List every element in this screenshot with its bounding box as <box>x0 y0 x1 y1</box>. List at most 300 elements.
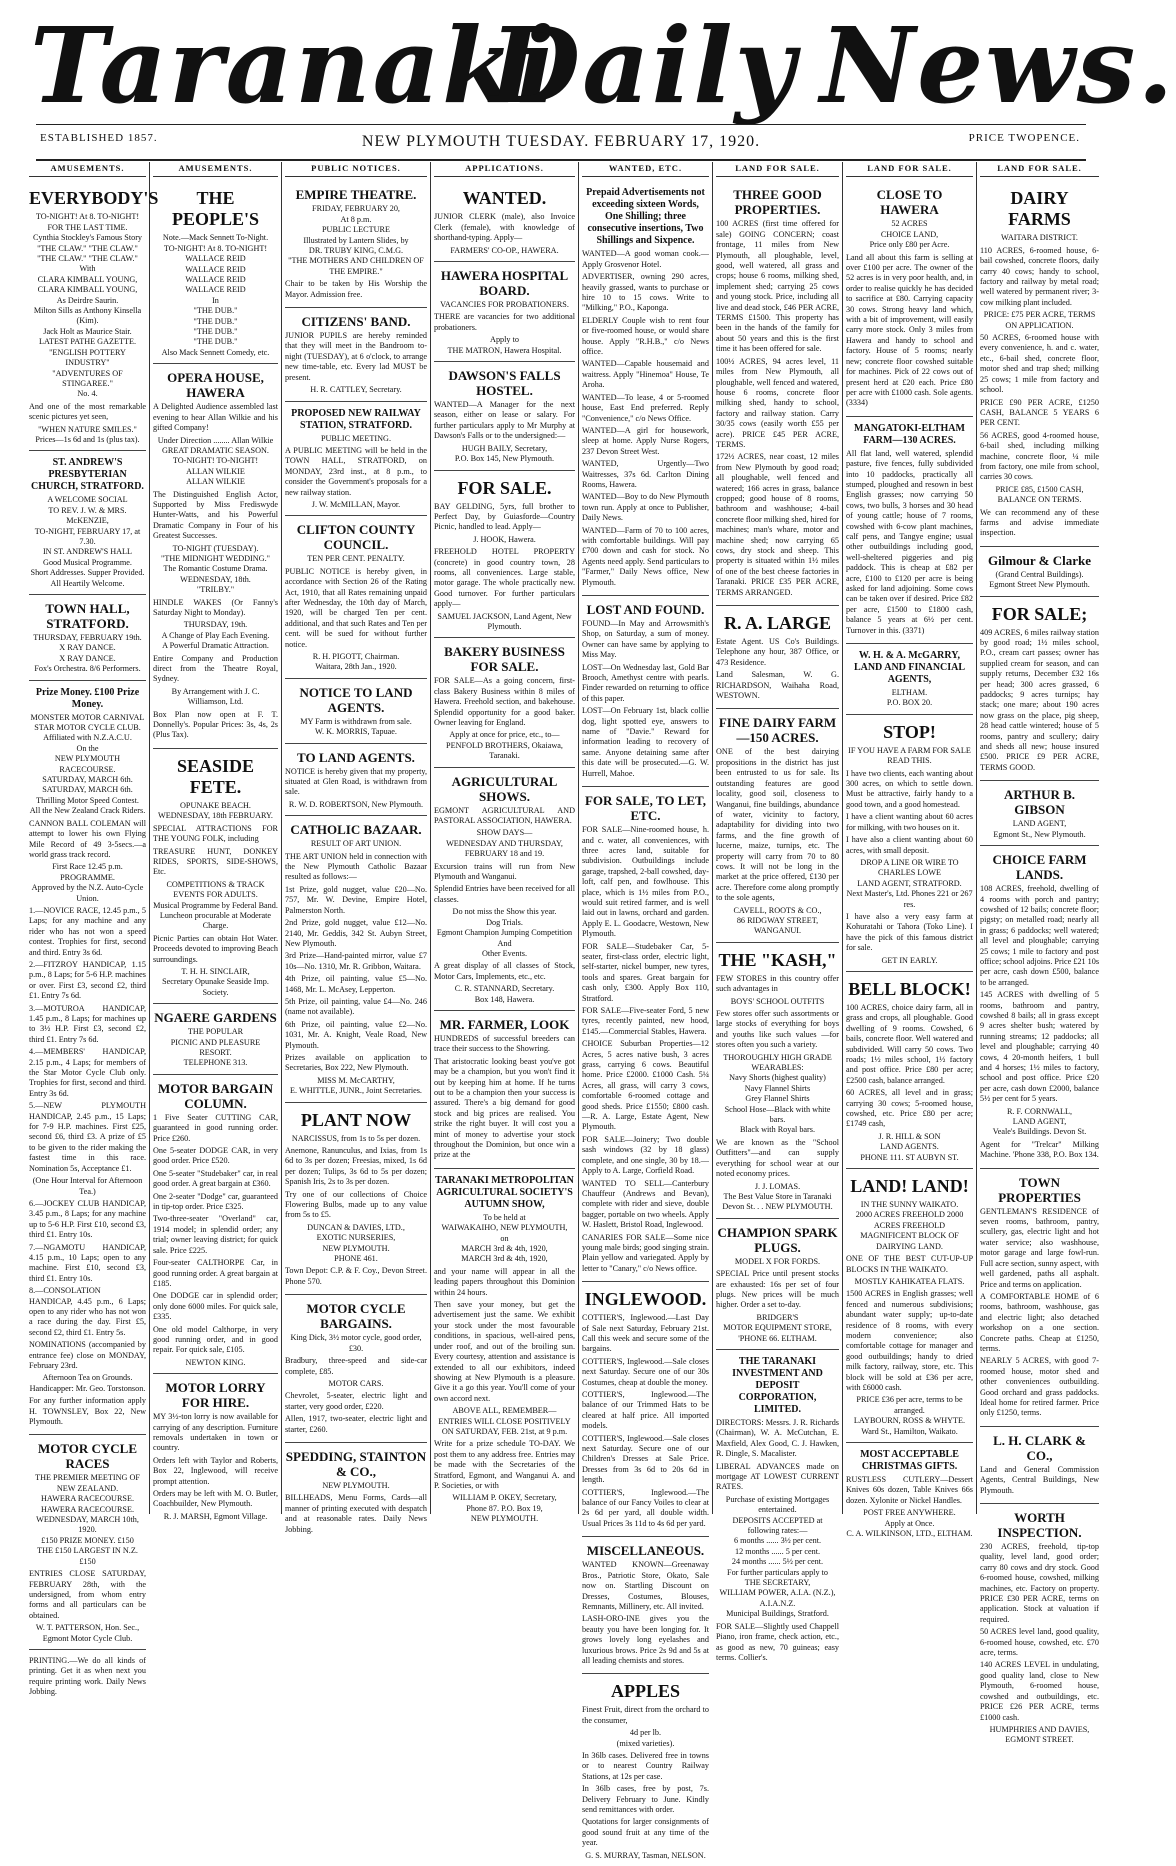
ad-line: HAWERA RACECOURSE. <box>40 1504 135 1514</box>
advertisement <box>980 597 1099 782</box>
ad-line: WANTED—To lease, 4 or 5-roomed house, East End preferred. Reply "Convenience," c/o News Office. <box>582 392 709 423</box>
ad-line: A Delighted Audience assembled last evening to hear Allan Wilkie and his gifted Company! <box>153 402 278 433</box>
ad-title: THE "KASH," <box>718 949 837 970</box>
ad-line: Few stores offer such assortments or large stocks of everything for boys and youths like such values —for stores often you such a variety. <box>716 1009 839 1050</box>
ad-line: JUNIOR PUPILS are hereby reminded that they will meet in the Bandroom to-night (TUESDAY), at 6 o'clock, to arrange new time-table, etc. Every lad MUST be present. <box>285 331 427 382</box>
column-heading: AMUSEMENTS. <box>153 162 278 177</box>
ad-line: All Heartily Welcome. <box>50 578 125 588</box>
ad-line: And <box>497 938 512 948</box>
advertisement <box>980 846 1099 1169</box>
ad-title: INGLEWOOD. <box>584 1289 707 1310</box>
ad-line: ADVERTISER, owning 290 acres, heavily grassed, wants to purchase or hire 10 to 15 cows. Write to "Milking," P.O., Kaponga. <box>582 272 709 313</box>
ad-line: Municipal Buildings, Stratford. <box>726 1609 829 1619</box>
ad-line: ALLAN WILKIE <box>186 477 245 487</box>
ad-line: SPECIAL Price until present stocks are exhausted: 16s per set of four plugs. New prices will be much higher. Order a set to-day. <box>716 1269 839 1310</box>
ad-line: Box 148, Hawera. <box>474 994 535 1004</box>
advertisement <box>434 638 575 767</box>
column-1 <box>26 162 159 1697</box>
ad-line: Fox's Orchestra. 8/6 Performers. <box>34 664 141 674</box>
ad-line: WANTED KNOWN—Greenaway Bros., Patriotic Store, Okato, Sale now on. Startling Discount on Dresses, Costumes, Blouses, Remnants, Millinery, etc. All invited. <box>582 1560 709 1611</box>
advertisement <box>980 1169 1099 1427</box>
advertisement <box>153 181 278 364</box>
advertisement <box>434 1011 575 1169</box>
ad-title: TARANAKI METROPOLITAN AGRICULTURAL SOCIETY'S AUTUMN SHOW, <box>435 1174 574 1210</box>
ad-line: "WHEN NATURE SMILES." <box>38 424 137 434</box>
ad-line: THE POPULAR <box>187 1027 244 1037</box>
ad-line: 1 Five Seater CUTTING CAR, guaranteed in good running order. Price £260. <box>153 1112 278 1143</box>
ad-line: J. R. HILL & SON <box>878 1131 941 1141</box>
ad-line: 8.—CONSOLATION HANDICAP, 4.45 p.m., 6 Laps; open to any rider who has not won a race during the day. First £5, second £2, third £1. Entry 5s. <box>29 1286 146 1337</box>
ad-line: THE ART UNION held in connection with the New Plymouth Catholic Bazaar resulted as follows:— <box>285 851 427 882</box>
ad-line: PUBLIC NOTICE is hereby given, in accordance with Section 26 of the Rating Act, 1910, that all Rates remaining unpaid after Wednesday, the 10th day of March, 1920, will be charged Ten per cent. additional, and that such Rates and Ten per cent. will be sued for without further notice. <box>285 566 427 649</box>
ad-line: MAGNIFICENT BLOCK OF DAIRYING LAND. <box>860 1231 959 1251</box>
ad-line: ABOVE ALL, REMEMBER— <box>452 1406 557 1416</box>
ad-line: In 36lb cases. Delivered free in towns or to nearest Country Railway Stations, at 12s per case. <box>582 1750 709 1781</box>
advertisement <box>29 451 146 595</box>
ad-line: First Race 12.45 p.m. <box>52 862 123 872</box>
ad-line: RESULT OF ART UNION. <box>310 839 402 849</box>
ad-line: T. H. H. SINCLAIR, <box>181 966 250 976</box>
ad-line: Box Plan now open at F. T. Donnelly's. Popular Prices: 3s, 4s, 2s (Plus Tax). <box>153 709 278 740</box>
ad-line: COTTIER'S, Inglewood.—Sale closes next Saturday. Secure one of our 30s Costumes, cheap at double the money. <box>582 1356 709 1387</box>
ad-line: FOR SALE—Nine-roomed house, h. and c. water, all conveniences, with three acres land, suitable for subdivision. Outbuildings include garage, trapshed, 2-ball cowshed, day-loft, calf pen, and fowlhouse. This place, which is 1½ miles from P.O., would suit retired farmer, and is well laid out in lawns, orchard and garden. Apply E. L. Goodacre, Westown, New Plymouth. <box>582 825 709 939</box>
column-7 <box>843 162 977 1539</box>
ad-line: HUGH BAILY, Secretary, <box>461 443 548 453</box>
ad-line: School Hose—Black with white bars. <box>724 1104 831 1125</box>
ad-line: Four-seater CALTHORPE Car, in good running order. A great bargain at £185. <box>153 1258 278 1288</box>
ad-line: 108 ACRES, freehold, dwelling of 4 rooms with porch and pantry; cowshed of 12 bails; concrete floor; pigsty; on metalled road; nearly all in grass; 6 paddocks; well watered; all level and ploughable; carrying 25 cows; 1 mile to factory and post office; school adjoins. Price £21 10s per acre, cash down £500, balance to be arranged. <box>980 884 1100 987</box>
advertisement <box>716 1219 839 1350</box>
column-3 <box>282 162 431 1534</box>
ad-line: "THE MOTHERS AND CHILDREN OF THE EMPIRE." <box>288 256 424 276</box>
ad-line: DIRECTORS: Messrs. J. R. Richards (Chairman), W. A. McCutchan, E. Maxfield, Alex Good, C. J. Hawken, R. Dingle, S. Macalister. <box>716 1417 839 1459</box>
column-heading: PUBLIC NOTICES. <box>285 162 427 177</box>
ad-line: Thrilling Motor Speed Contest. <box>36 795 139 805</box>
advertisement <box>29 181 159 451</box>
ad-line: Approved by the N.Z. Auto-Cycle Union. <box>31 883 144 903</box>
ad-line: Land and General Commission Agents, Central Buildings, New Plymouth. <box>980 1464 1099 1495</box>
ad-line: TREASURE HUNT, DONKEY RIDES, SPORTS, SIDE-SHOWS, Etc. <box>153 846 278 877</box>
ad-line: SATURDAY, MARCH 6th. <box>42 775 133 785</box>
ad-title: Prepaid Advertisements not exceeding sixteen Words, One Shilling; three consecutive insertions, Two Shillings and Sixpence. <box>586 187 705 247</box>
masthead <box>20 4 1176 127</box>
ad-title: FINE DAIRY FARM—150 ACRES. <box>718 715 837 746</box>
ad-line: WALLACE REID <box>185 285 246 295</box>
ad-line: CANARIES FOR SALE—Some nice young male birds; good singing strain. Plain yellow and variegated. Apply by letter to "Canary," c/o News office. <box>582 1232 709 1273</box>
ad-line: 86 RIDGWAY STREET, WANGANUI. <box>736 915 819 936</box>
advertisement <box>716 709 839 942</box>
ad-line: I have a client wanting about 60 acres for milking, with two houses on it. <box>846 812 973 832</box>
ad-line: CHARLES LOWE <box>878 868 941 878</box>
ad-title: WORTH INSPECTION. <box>997 1510 1082 1540</box>
ad-title: BELL BLOCK! <box>848 978 971 999</box>
ad-line: "THE DUB." <box>193 327 238 337</box>
ad-line: Black with Royal bars. <box>739 1125 816 1135</box>
ad-line: A COMFORTABLE HOME of 6 rooms, bathroom, washhouse, gas and electric light; also detached workshop on a one section. Concrete paths. Cheap at £1250, terms. <box>980 1291 1099 1353</box>
ad-line: (One Hour Interval for Afternoon Tea.) <box>32 1176 143 1196</box>
column-8 <box>977 162 1102 1745</box>
ad-line: MOTOR CARS. <box>328 1378 384 1388</box>
ad-title: SPEDDING, STAINTON & CO., <box>285 1448 427 1479</box>
ad-line: In <box>212 295 219 305</box>
ad-line: CHOICE LAND, <box>880 229 939 239</box>
ad-line: FOR SALE—Slightly used Chappell Piano, iron frame, check action, etc., as good as new, 70 guineas; easy terms. Collier's. <box>716 1621 839 1662</box>
ad-line: 2000 ACRES FREEHOLD 2000 <box>855 1210 964 1220</box>
ad-line: Handicapper: Mr. Geo. Torstonson. <box>29 1383 146 1393</box>
ad-title: APPLES <box>610 1681 680 1702</box>
advertisement <box>153 749 278 1004</box>
ad-line: WALLACE REID <box>185 275 246 285</box>
advertisement <box>846 181 973 416</box>
ad-line: Egmont Motor Cycle Club. <box>42 1633 133 1643</box>
ad-line: A Change of Play Each Evening. <box>161 630 270 640</box>
ad-line: As Deirdre Saurin. <box>56 295 119 305</box>
ad-line: "THE CLAW." "THE CLAW." <box>37 254 138 264</box>
ad-line: TELEPHONE 313. <box>183 1058 248 1068</box>
ad-line: Ward St., Hamilton, Waikato. <box>861 1426 958 1436</box>
ad-line: DUNCAN & DAVIES, LTD., <box>307 1222 405 1232</box>
column-5 <box>579 162 713 1860</box>
ad-line: Purchase of existing Mortgages entertained. <box>725 1494 830 1515</box>
ad-line: Entire Company and Production direct from the Theatre Royal, Sydney. <box>153 653 278 684</box>
advertisement <box>980 1504 1099 1751</box>
advertisement <box>285 516 427 678</box>
ad-line: WALLACE REID <box>185 264 246 274</box>
ad-line: PENFOLD BROTHERS, Okaiawa, Taranaki. <box>446 740 563 761</box>
ad-line: R. F. CORNWALL, <box>1006 1106 1073 1116</box>
advertisement <box>285 1295 427 1443</box>
ad-line: EXOTIC NURSERIES, <box>316 1233 396 1243</box>
ad-line: NEARLY 5 ACRES, with good 7-roomed house, motor shed and other conveniences outbuilding. Good orchard and grass paddocks. Ideal home for retired farmer. Price only £1250, terms. <box>980 1356 1099 1418</box>
ad-line: Other Events. <box>481 948 528 958</box>
ad-line: LAND AGENT, <box>1012 1117 1067 1127</box>
ad-line: C. R. STANNARD, Secretary. <box>454 984 555 994</box>
ad-line: Secretary Opunake Seaside Imp. Society. <box>162 977 269 997</box>
ad-line: PRICE £36 per acre, terms to be arranged. <box>856 1395 963 1415</box>
ad-line: LAND AGENTS. <box>880 1142 939 1152</box>
ad-line: Grey Flannel Shirts <box>745 1094 810 1104</box>
ad-line: COTTIER'S, Inglewood.—Sale closes next Saturday. Secure one of our Children's Dresses at Sale Price. Dresses from 3s 6d to 20s 6d in length. <box>582 1433 709 1485</box>
ad-line: Town Depot: C.P. & F. Coy., Devon Street. Phone 570. <box>285 1266 427 1286</box>
ad-line: A great display of all classes of Stock, Motor Cars, Implements, etc., etc. <box>434 961 575 981</box>
ad-title: CATHOLIC BAZAAR. <box>290 822 422 838</box>
ad-line: PICNIC AND PLEASURE <box>170 1037 261 1047</box>
ad-line: THOROUGHLY HIGH GRADE WEARABLES: <box>723 1052 832 1073</box>
ad-line: X RAY DANCE. <box>59 653 116 663</box>
ad-title: MR. FARMER, LOOK <box>439 1016 570 1032</box>
ad-title: ARTHUR B. GIBSON <box>1003 787 1076 818</box>
ad-line: Jack Holt as Maurice Stair. <box>43 326 132 336</box>
ad-line: Two-three-seater "Overland" car, 1914 model; in splendid order; any trial; owner leaving district; for quick sale. Price £225. <box>153 1214 278 1255</box>
ad-line: NEW PLYMOUTH RACECOURSE. <box>54 754 121 774</box>
ad-title: MOST ACCEPTABLE CHRISTMAS GIFTS. <box>860 1449 959 1472</box>
ad-line: LAYBOURN, ROSS & WHYTE. <box>853 1416 966 1426</box>
ad-line: Prizes available on application to Secretaries, Box 222, New Plymouth. <box>285 1052 427 1073</box>
ad-title: MOTOR LORRY FOR HIRE. <box>165 1380 266 1411</box>
ad-line: 6 months ...... 3½ per cent. <box>733 1536 822 1546</box>
advertisement <box>846 417 973 644</box>
ad-line: Try one of our collections of Choice Flowering Bulbs, made up to any value from 5s to £5. <box>285 1189 427 1220</box>
advertisement <box>434 471 575 639</box>
ad-line: Estate Agent. US Co's Buildings. Telephone any hour, 387 Office, or 473 Residence. <box>716 637 839 667</box>
ad-line: PHONE 111. ST AUBYN ST. <box>860 1152 959 1162</box>
column-heading: LAND FOR SALE. <box>716 162 839 177</box>
ad-line: Bradbury, three-speed and side-car complete, £85. <box>285 1356 427 1376</box>
ad-line: ALLAN WILKIE <box>186 466 245 476</box>
advertisement <box>153 1374 278 1527</box>
ad-line: 1500 ACRES in English grasses; well fenced and numerous subdivisions; abundant water supply; up-to-date residence of 8 rooms, with every modern convenience; also comfortable cottage for manager and good outbuildings; handy to dried milk factory, railway, store, etc. This block will be sold at £36 per acre, with £6000 cash. <box>846 1289 973 1392</box>
ad-line: PUBLIC MEETING. <box>320 433 392 443</box>
ad-line: Cynthia Stockley's Famous Story <box>32 233 143 243</box>
ad-line: Land all about this farm is selling at over £100 per acre. The owner of the 52 acres is in very poor health, and, in order to realise quickly he has decided to sacrifice at £80. Carrying capacity 30 cows. Strong heavy land which, with a bit of improvement, will easily carry more stock. Only 3 miles from Hawera and handy to school and factory. House of 5 rooms; nearly new; concrete floor cowshed suitable for machines. Pick of 22 cows out of present herd at £20 each. Price £80 per acre with £1000 cash. Sole agents. (3334) <box>846 252 973 408</box>
ad-line: W. K. MORRIS, Tapuae. <box>315 727 397 737</box>
ad-line: HAWERA RACECOURSE. <box>40 1494 135 1504</box>
ad-line: 12 months ...... 5 per cent. <box>734 1546 821 1556</box>
ad-line: TO REV. J. W. & MRS. McKENZIE, <box>48 505 127 526</box>
ad-line: J. HOOK, Hawera. <box>473 534 536 544</box>
ad-line: PHONE 461. <box>334 1254 378 1264</box>
ad-line: STAR MOTOR CYCLE CLUB. <box>34 723 141 733</box>
ad-line: Allen, 1917, two-seater, electric light and starter, £260. <box>285 1414 427 1434</box>
ad-line: Phone 87. P.O. Box 19, <box>466 1503 543 1513</box>
advertisement <box>980 547 1099 597</box>
ad-line: 3.—MOTUROA HANDICAP, 1.45 p.m., 8 Laps; for machines up to 3½ H.P. First £3, second £2, third £1. Entry 7s 6d. <box>29 1003 146 1044</box>
ad-title: HAWERA HOSPITAL BOARD. <box>440 268 569 299</box>
column-heading: LAND FOR SALE. <box>980 162 1099 177</box>
ad-title: THE TARANAKI INVESTMENT AND DEPOSIT CORPORATION, LIMITED. <box>732 1355 823 1415</box>
advertisement <box>285 308 427 401</box>
advertisement <box>434 181 575 262</box>
advertisement <box>29 1435 146 1650</box>
advertisement <box>846 1443 973 1544</box>
ad-line: TO-NIGHT! At 8. TO-NIGHT! <box>35 212 140 222</box>
advertisement <box>434 1169 575 1530</box>
ad-title: THREE GOOD PROPERTIES. <box>733 187 822 218</box>
ad-line: WANTED TO SELL—Canterbury Chauffeur (Andrews and Bevan), complete with rider and sieve, double bagger, portable on two wheels. Apply W. Haslett, Bristol Road, Inglewood. <box>582 1178 709 1230</box>
ad-line: (Grand Central Buildings). <box>995 569 1084 579</box>
ad-line: IF YOU HAVE A FARM FOR SALE READ THIS. <box>848 745 971 766</box>
ad-title: L. H. CLARK & CO., <box>993 1432 1086 1463</box>
ad-line: WAIWAKAIHO, NEW PLYMOUTH, <box>441 1223 568 1233</box>
ad-line: Apply to <box>490 335 519 345</box>
ad-line: Veale's Buildings. Devon St. <box>992 1127 1087 1137</box>
ad-line: G. S. MURRAY, Tasman, NELSON. <box>585 1850 706 1860</box>
ad-line: FEW STORES in this country offer such advantages in <box>716 973 839 994</box>
ad-line: WANTED—Farm of 70 to 100 acres, with comfortable buildings. Will pay £700 down and cash for stock. No Agents need apply. Send particulars to "Farmer," Daily News office, New Plymouth. <box>582 525 709 587</box>
ad-line: WANTED—Capable housemaid and waitress. Apply "Hinemoa" House, Te Aroha. <box>582 359 709 390</box>
ad-line: WANTED, Urgently—Two Waitresses, 37s 6d. Carlton Dining Rooms, Hawera. <box>582 459 709 489</box>
ad-line: THE MATRON, Hawera Hospital. <box>447 345 562 355</box>
ad-line: ONE OF THE BEST CUT-UP-UP BLOCKS IN THE WAIKATO. <box>846 1254 973 1274</box>
ad-line: LIBERAL ADVANCES made on mortgage AT LOWEST CURRENT RATES. <box>716 1461 839 1492</box>
ad-line: RUSTLESS CUTLERY—Dessert Knives 60s dozen, Table Knives 66s dozen. Xylonite or Nickel Handles. <box>846 1475 973 1505</box>
ad-line: "ENGLISH POTTERY INDUSTRY" <box>49 347 126 368</box>
ad-title: CHAMPION SPARK PLUGS. <box>717 1224 838 1255</box>
advertisement <box>716 181 839 606</box>
ad-line: Then save your money, but get the advertisement just the same. We exhibit your stock under the most favourable conditions, in spacious, well-aired pens, under roof, and out of the broiling sun. Every courtesy, attention and assistance is extended to all our exhibitors, indeed showing at New Plymouth is a pleasure. Give it a go this year. You'll come of your own accord next. <box>434 1300 575 1403</box>
ad-line: NEW PLYMOUTH. <box>470 1514 539 1524</box>
ad-line: C. A. WILKINSON, LTD., ELTHAM. <box>846 1529 973 1539</box>
ad-line: The Best Value Store in Taranaki <box>723 1191 832 1201</box>
ad-line: PROGRAMME. <box>60 872 115 882</box>
ad-line: 'PHONE 66. ELTHAM. <box>738 1333 817 1343</box>
ad-line: 1st Prize, gold nugget, value £20—No. 757, Mr. W. Devine, Empire Hotel, Palmerston North. <box>285 884 427 915</box>
ad-line: GET IN EARLY. <box>881 955 938 965</box>
ad-line: 5.—NEW PLYMOUTH HANDICAP, 2.45 p.m., 15 Laps; for 7-9 H.P. machines. First £25, second £6, third £3. A prize of £5 to be given to the rider making the fastest time in this race. Nomination 5s, Acceptance £1. <box>29 1101 146 1173</box>
ad-line: PUBLIC LECTURE <box>321 225 390 235</box>
ad-line: A WELCOME SOCIAL <box>47 495 128 505</box>
ad-line: 50 ACRES level land, good quality, 6-roomed house, cowshed, etc. £70 acre, terms. <box>980 1627 1099 1658</box>
ad-line: 2.—FITZROY HANDICAP, 1.15 p.m., 8 Laps; for 5-6 H.P. machines or over. First £3, second £2, third £1. Entry 7s 6d. <box>29 959 146 1001</box>
ad-line: MARCH 3rd & 4th, 1920, <box>461 1244 548 1254</box>
ad-title: TOWN HALL, STRATFORD. <box>45 601 130 631</box>
ad-line: WAITARA DISTRICT. <box>1001 233 1078 243</box>
ad-line: 24 months ...... 5½ per cent. <box>731 1557 824 1567</box>
ad-line: DROP A LINE OR WIRE TO <box>860 857 959 867</box>
ad-line: FREEHOLD HOTEL PROPERTY (concrete) in good country town, 28 rooms, all conveniences. Large stable, motor garage. The whole practically new. Good turnover. For further particulars apply— <box>434 547 575 609</box>
ad-line: CANNON BALL COLEMAN will attempt to lower his own Flying Mile Record of 49 3-5secs.—a world grass track record. <box>29 818 146 859</box>
ad-line: 7.—NGAMOTU HANDICAP, 4.15 p.m., 10 Laps; open to any machine. First £10, second £3, third £1. Entry 10s. <box>29 1242 146 1283</box>
ad-line: Milton Sills as Anthony Kinsella (Kim). <box>33 306 142 326</box>
ad-line: MY 3½-ton lorry is now available for carrying of any description. Furniture removals undertaken in town or country. <box>153 1412 278 1453</box>
advertisement <box>582 1537 709 1674</box>
ad-line: PRICE: £75 PER ACRE, TERMS ON APPLICATION. <box>983 310 1096 330</box>
ad-title: AGRICULTURAL SHOWS. <box>451 773 558 804</box>
ad-line: Affiliated with N.Z.A.C.U. <box>43 733 132 743</box>
ad-line: The Distinguished English Actor, Supported by Miss Frediswyde Hunter-Watts, and his Powerful Dramatic Company in Four of his Greatest Successes. <box>153 489 278 541</box>
ad-line: IN ST. ANDREW'S HALL <box>42 547 133 557</box>
ad-line: THERE are vacancies for two additional probationers. <box>434 312 575 332</box>
advertisement <box>285 1443 427 1542</box>
ad-line: WILLIAM POWER, A.I.A. (N.Z.), A.I.A.N.Z. <box>719 1588 836 1608</box>
ad-line: FOUND—In May and Arrowsmith's Shop, on Saturday, a sum of money. Owner can have same by applying to Miss May. <box>582 619 709 660</box>
ad-title: FOR SALE, TO LET, ETC. <box>584 793 706 824</box>
ad-title: BAKERY BUSINESS FOR SALE. <box>444 644 565 675</box>
ad-line: Write for a prize schedule TO-DAY. We post them to any address free. Entries may be made with the Secretaries of the Stratford, Egmont, and Wanganui A. and P. Societies, or with <box>434 1439 575 1490</box>
masthead-word-daily: Daily <box>490 4 798 127</box>
ad-line: Anemone, Ranunculus, and Ixias, from 1s 6d to 3s per dozen; Freesias, mixed, 1s 6d per dozen; Tulips, 3s 6d to 5s per dozen; Spanish Iris, 2s to 3s per dozen. <box>285 1146 427 1187</box>
ad-line: SAMUEL JACKSON, Land Agent, New Plymouth. <box>437 611 572 631</box>
advertisement <box>29 595 146 681</box>
ad-line: R. H. PIGOTT, Chairman. <box>312 652 400 661</box>
ad-line: 140 ACRES LEVEL in undulating, good quality land, close to New Plymouth, 6-roomed house, cowshed and outbuildings, etc. PRICE £26 PER ACRE, terms £1000 cash. <box>980 1660 1099 1722</box>
ad-line: WEDNESDAY, 18th FEBRUARY. <box>158 811 273 821</box>
ad-line: Finest Fruit, direct from the orchard to the consumer, <box>582 1705 709 1725</box>
ad-title: WANTED. <box>462 188 547 209</box>
column-6 <box>713 162 843 1662</box>
ad-line: Waitara, 28th Jan., 1920. <box>315 662 397 672</box>
ad-line: WANTED—Boy to do New Plymouth town run. Apply at once to Publisher, Daily News. <box>582 492 709 523</box>
ad-line: 100½ ACRES, 94 acres level, 11 miles from New Plymouth, all ploughable, well fenced and watered, house 6 rooms, concrete floor milking shed, handy to school, factory and railway station. Carry 30/35 cows (easily worth £55 per acre). PRICE £45 PER ACRE, TERMS. <box>716 356 839 449</box>
ad-line: All flat land, well watered, splendid pasture, five fences, fully subdivided into 10 paddocks, practically all stumped, ploughed and resown in best English grasses; now carrying 50 cows, two bulls, 3 horses and 30 head of young cattle; house of 7 rooms, cowshed with 6-cow plant machines, calf pens, and Tangye engine; usual other outbuildings including good, well-sheltered piggeries and pig paddock. This is cheap at £82 per acre, £100 to £120 per acre is being asked for land adjoining. Some cows can be taken over if desired. Price £82 per acre, £1500 to £1800 cash, balance 5 years at 6½ per cent. Turnover in this. (3371) <box>846 448 973 635</box>
ad-line: For any further information apply H. TOWNSLEY, Box 22, New Plymouth. <box>29 1396 146 1427</box>
ad-line: Apply at once for price, etc., to— <box>449 730 560 740</box>
ad-line: ON SATURDAY, FEB. 21st, at 9 p.m. <box>441 1426 568 1436</box>
advertisement <box>285 679 427 744</box>
ad-line: NEW PLYMOUTH. <box>322 1243 390 1253</box>
ad-line: GENTLEMAN'S RESIDENCE of seven rooms, bathroom, pantry, scullery, gas, electric light and hot water service; also washhouse, motor garage and large fowl-run. Full acre section, sunny aspect, with well gardened, paths all asphalt. Price and terms on application. <box>980 1206 1099 1289</box>
ad-line: In 36lb cases, free by post, 7s. Delivery February to June. Kindly send remittances with order. <box>582 1784 709 1814</box>
ad-line: J. J. LOMAS. <box>754 1181 801 1191</box>
ad-line: POST FREE ANYWHERE. <box>863 1508 956 1518</box>
ad-line: 3rd Prize—Hand-painted mirror, value £7 10s—No. 1310, Mr. R. Gribbon, Waitara. <box>285 951 427 971</box>
ad-line: COMPETITIONS & TRACK EVENTS FOR ADULTS. <box>166 879 265 900</box>
ad-title: CITIZENS' BAND. <box>301 314 411 330</box>
ad-line: 52 ACRES <box>891 219 928 229</box>
ad-line: SPECIAL ATTRACTIONS FOR THE YOUNG FOLK, including <box>153 823 278 844</box>
column-2 <box>150 162 282 1521</box>
ad-title: OPERA HOUSE, HAWERA <box>167 370 264 401</box>
ad-line: COTTIER'S, Inglewood.—The balance of our Trimmed Hats to be cleared at half price. All imported models. <box>582 1390 709 1431</box>
ad-line: WEDNESDAY, 18th. <box>180 574 251 584</box>
ad-line: R. J. MARSH, Egmont Village. <box>163 1511 268 1521</box>
ad-line: And one of the most remarkable scenic pictures yet seen, <box>29 401 146 422</box>
ad-line: FOR SALE—Five-seater Ford, 5 new tyres, recently painted, new hood, £145.—Commercial Stables, Hawera. <box>582 1006 709 1036</box>
column-heading: LAND FOR SALE. <box>846 162 973 177</box>
ad-title: CHOICE FARM LANDS. <box>992 852 1087 883</box>
ad-title: THE PEOPLE'S <box>171 188 260 230</box>
ad-line: P.O. Box 145, New Plymouth. <box>454 454 555 464</box>
ad-line: DEPOSITS ACCEPTED at following rates:— <box>732 1515 823 1536</box>
columns-container <box>26 162 1102 1860</box>
ad-title: EMPIRE THEATRE. <box>295 187 417 203</box>
ad-line: X RAY DANCE. <box>59 643 116 653</box>
ad-title: LOST AND FOUND. <box>586 602 705 617</box>
ad-line: One 5-seater "Studebaker" car, in real good order. A great bargain at £360. <box>153 1168 278 1189</box>
ad-line: 1.—NOVICE RACE, 12.45 p.m., 5 Laps; for any machine and any rider who has not won a speed contest. Trophies for first, second and third. Entry 3s 6d. <box>29 905 146 957</box>
ad-line: Note.—Mack Sennett To-Night. <box>162 233 269 243</box>
ad-line: ELDERLY Couple wish to rent four or five-roomed house, or would share house. Apply "R.H.B.," c/o News office. <box>582 315 709 357</box>
ad-line: TO-NIGHT (TUESDAY). <box>172 543 259 553</box>
ad-line: PRINTING.—We do all kinds of printing. Get it as when next you require printing work. Daily News Jobbing. <box>29 1655 146 1697</box>
advertisement <box>980 1427 1099 1504</box>
ad-line: 60 ACRES, all level and in grass; carrying 30 cows; 5-roomed house, cowshed, etc. Price £80 per acre; £1749 cash, <box>846 1088 973 1129</box>
ad-line: MODEL X FOR FORDS. <box>734 1256 821 1266</box>
ad-line: HUNDREDS of successful breeders can trace their success to the Showring. <box>434 1033 575 1054</box>
ad-line: 100 ACRES, choice dairy farm, all in grass and crops, all ploughable. Good dwelling of 9 rooms. Cowshed, 6 bails, concrete floor. Well watered and subdivided. Will carry 50 cows. Two roads; 1½ miles school, 1½ factory and post office. Price £80 per acre; £2500 cash, balance arranged. <box>846 1002 973 1085</box>
advertisement <box>153 364 278 749</box>
ad-line: Illustrated by Lantern Slides, by <box>303 235 409 245</box>
ad-line: Do not miss the Show this year. <box>452 907 557 917</box>
ad-line: 2nd Prize, gold nugget, value £12—No. 2140, Mr. Geddis, 342 St. Aubyn Street, New Plymouth. <box>285 918 427 948</box>
ad-line: 6.—JOCKEY CLUB HANDICAP, 3.45 p.m., 8 Laps; for any machine up to 5-6 H.P. First £10, second £3, third £1. Entry 10s. <box>29 1198 146 1240</box>
ad-line: All the New Zealand Crack Riders. <box>29 806 146 816</box>
ad-line: FOR THE LAST TIME. <box>47 222 128 232</box>
ad-line: BOYS' SCHOOL OUTFITS <box>730 996 825 1006</box>
ad-line: GREAT DRAMATIC SEASON. <box>162 445 269 455</box>
advertisement <box>582 787 709 1282</box>
ad-line: 4th Prize, oil painting, value £5—No. 1468, Mr. L. McAsey, Lepperton. <box>285 974 427 994</box>
ad-line: E. WHITTLE, JUNR., Joint Secretaries. <box>290 1086 422 1096</box>
ad-line: EGMONT STREET. <box>1005 1735 1074 1745</box>
ad-line: THE SECRETARY, <box>744 1578 811 1588</box>
ad-line: 5th Prize, oil painting, value £4—No. 246 (name not available). <box>285 996 427 1017</box>
ad-line: The Romantic Costume Drama. <box>163 564 268 574</box>
ad-title: LAND! LAND! <box>850 1176 969 1197</box>
ad-line: SATURDAY, MARCH 6th. <box>42 785 133 795</box>
ad-line: To be held at <box>483 1212 526 1222</box>
ad-title: W. H. & A. McGARRY, LAND AND FINANCIAL AGENTS, <box>853 650 966 686</box>
advertisement <box>29 1650 146 1705</box>
ad-line: I have two clients, each wanting about 300 acres, on which to settle down. Must be attractive, fairly handy to a good town, and a good homestead. <box>846 768 973 809</box>
masthead-word-news: News. <box>820 4 1176 127</box>
ad-line: A Powerful Dramatic Attraction. <box>162 641 269 651</box>
advertisement <box>285 402 427 517</box>
ad-line: We are known as the "School Outfitters"—and can supply everything for school wear at our noted economy prices. <box>716 1137 839 1179</box>
ad-line: JUNIOR CLERK (male), also Invoice Clerk (female), with knowledge of shorthand-typing. Apply— <box>434 212 575 243</box>
established-year: ESTABLISHED 1857. <box>40 132 158 144</box>
ad-line: "THE DUB." <box>193 337 238 347</box>
